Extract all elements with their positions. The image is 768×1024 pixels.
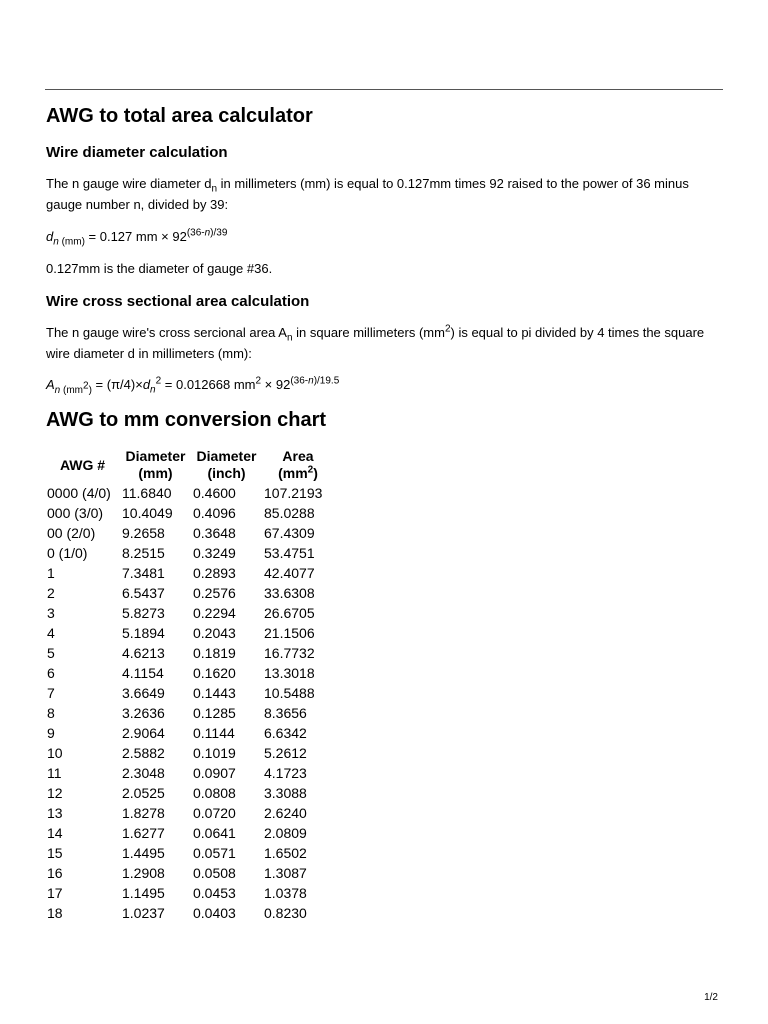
cell-awg: 14 — [47, 825, 63, 841]
formula-var-a: A — [46, 377, 55, 392]
cell-area: 8.3656 — [264, 705, 307, 721]
chart-heading: AWG to mm conversion chart — [46, 409, 327, 431]
cell-area: 85.0288 — [264, 505, 315, 521]
table-row — [45, 703, 334, 723]
table-row — [45, 863, 334, 883]
area-formula-d-sup: 2 — [155, 375, 162, 387]
cell-diameter-mm: 2.5882 — [122, 745, 165, 761]
cell-diameter-inch: 0.2294 — [193, 605, 236, 621]
area-formula-exp-var: n — [308, 375, 314, 387]
cell-diameter-inch: 0.2043 — [193, 625, 236, 641]
cell-diameter-mm: 2.0525 — [122, 785, 165, 801]
header-diameter-inch-a: Diameter — [196, 448, 257, 464]
cell-area: 1.0378 — [264, 885, 307, 901]
formula-var-d: d — [46, 229, 54, 244]
table-row — [45, 663, 334, 683]
cell-area: 4.1723 — [264, 765, 307, 781]
table-row — [45, 623, 334, 643]
cell-area: 10.5488 — [264, 685, 315, 701]
table-row — [45, 803, 334, 823]
formula-exp-b: )/39 — [210, 227, 228, 239]
document-body — [46, 104, 726, 923]
cell-area: 1.6502 — [264, 845, 307, 861]
header-diameter-mm — [120, 448, 191, 483]
table-row — [45, 543, 334, 563]
table-row — [45, 723, 334, 743]
header-area — [262, 448, 334, 483]
header-diameter-mm-b: (mm) — [138, 465, 173, 481]
cell-diameter-inch: 0.1144 — [193, 725, 235, 741]
cell-diameter-inch: 0.1019 — [193, 745, 236, 761]
table-row — [45, 643, 334, 663]
diameter-intro — [46, 173, 726, 215]
area-formula-rest: = 0.012668 mm — [161, 377, 256, 392]
cell-diameter-mm: 3.6649 — [122, 685, 165, 701]
cell-diameter-inch: 0.1620 — [193, 665, 236, 681]
header-area-a: Area — [282, 448, 314, 464]
cell-area: 107.2193 — [264, 485, 323, 501]
cell-diameter-inch: 0.0641 — [193, 825, 236, 841]
area-intro-subscript: n — [286, 332, 293, 344]
table-row — [45, 903, 334, 923]
area-formula-sub-unit: (mm — [60, 384, 84, 396]
cell-area: 21.1506 — [264, 625, 315, 641]
table-body — [45, 483, 334, 923]
header-diameter-inch — [191, 448, 262, 483]
cell-awg: 11 — [47, 765, 62, 781]
cell-diameter-inch: 0.2576 — [193, 585, 236, 601]
cell-area: 26.6705 — [264, 605, 315, 621]
table-header-row — [45, 448, 334, 483]
diameter-intro-subscript: n — [211, 183, 218, 195]
table-row — [45, 483, 334, 503]
cell-diameter-mm: 5.8273 — [122, 605, 165, 621]
cell-awg: 7 — [47, 685, 55, 701]
cell-awg: 3 — [47, 605, 55, 621]
cell-diameter-mm: 5.1894 — [122, 625, 165, 641]
cell-awg: 8 — [47, 705, 55, 721]
table-row — [45, 523, 334, 543]
area-formula-exp-a: (36- — [290, 375, 309, 387]
cell-area: 5.2612 — [264, 745, 307, 761]
area-intro-text-a: The n gauge wire's cross sercional area A — [46, 325, 287, 340]
area-formula-mm-sup: 2 — [255, 375, 262, 387]
header-area-b: (mm — [278, 465, 308, 481]
cell-area: 2.0809 — [264, 825, 307, 841]
cell-area: 6.6342 — [264, 725, 307, 741]
cell-diameter-mm: 1.6277 — [122, 825, 165, 841]
table-row — [45, 743, 334, 763]
cell-area: 2.6240 — [264, 805, 307, 821]
cell-diameter-inch: 0.0907 — [193, 765, 236, 781]
diameter-intro-text-b: in millimeters (mm) is equal to 0.127mm times 92 raised to the power of 36 minus gauge number n, divided by 39: — [46, 176, 689, 212]
area-intro-text-c: ) is equal to pi divided by 4 times the square wire diameter d in millimeters (mm): — [46, 325, 705, 361]
cell-awg: 1 — [47, 565, 55, 581]
cell-diameter-inch: 0.0571 — [193, 845, 236, 861]
area-formula-exp-b: )/19.5 — [313, 375, 340, 387]
cell-awg: 4 — [47, 625, 55, 641]
area-formula-sub-var: n — [54, 384, 61, 396]
area-formula-times: × 92 — [261, 377, 291, 392]
awg-conversion-table — [45, 448, 334, 923]
formula-sub-var: n — [53, 236, 59, 248]
cell-diameter-mm: 2.9064 — [122, 725, 165, 741]
area-intro — [46, 322, 726, 364]
page-number: 1/2 — [704, 992, 718, 1003]
cell-awg: 0000 (4/0) — [47, 485, 111, 501]
cell-diameter-mm: 1.8278 — [122, 805, 165, 821]
area-formula — [46, 374, 726, 395]
cell-diameter-inch: 0.0453 — [193, 885, 236, 901]
header-area-close: ) — [313, 465, 318, 481]
cell-area: 33.6308 — [264, 585, 315, 601]
cell-diameter-mm: 1.1495 — [122, 885, 165, 901]
formula-mid: = 0.127 mm × 92 — [84, 229, 187, 244]
cell-diameter-mm: 4.6213 — [122, 645, 165, 661]
table-row — [45, 683, 334, 703]
formula-exp-var: n — [204, 227, 211, 239]
cell-awg: 18 — [47, 905, 63, 921]
cell-awg: 13 — [47, 805, 63, 821]
table-row — [45, 883, 334, 903]
cell-awg: 12 — [47, 785, 63, 801]
cell-diameter-inch: 0.0720 — [193, 805, 236, 821]
formula-exponent — [187, 228, 228, 239]
table-row — [45, 843, 334, 863]
table-row — [45, 763, 334, 783]
cell-diameter-mm: 6.5437 — [122, 585, 165, 601]
cell-diameter-inch: 0.4096 — [193, 505, 236, 521]
cell-area: 3.3088 — [264, 785, 307, 801]
diameter-heading: Wire diameter calculation — [46, 144, 228, 161]
table-row — [45, 823, 334, 843]
area-formula-d: d — [142, 377, 151, 392]
header-area-sup: 2 — [307, 464, 314, 476]
area-formula-sub-sup: 2 — [83, 380, 89, 392]
area-intro-text-b: in square millimeters (mm — [292, 325, 445, 340]
cell-awg: 0 (1/0) — [47, 545, 88, 561]
diameter-formula — [46, 226, 726, 247]
area-formula-sub-close: ) — [88, 384, 92, 396]
cell-diameter-mm: 8.2515 — [122, 545, 165, 561]
cell-awg: 16 — [47, 865, 63, 881]
cell-awg: 9 — [47, 725, 55, 741]
cell-awg: 10 — [47, 745, 63, 761]
formula-sub-unit: (mm) — [58, 236, 85, 248]
header-diameter-inch-b: (inch) — [207, 465, 246, 481]
cell-diameter-inch: 0.1819 — [193, 645, 236, 661]
cell-awg: 2 — [47, 585, 55, 601]
area-formula-d-sub-var: n — [150, 384, 156, 396]
cell-diameter-inch: 0.2893 — [193, 565, 236, 581]
cell-area: 67.4309 — [264, 525, 315, 541]
cell-diameter-mm: 2.3048 — [122, 765, 165, 781]
cell-diameter-mm: 10.4049 — [122, 505, 173, 521]
cell-awg: 5 — [47, 645, 55, 661]
cell-area: 0.8230 — [264, 905, 307, 921]
cell-diameter-inch: 0.0403 — [193, 905, 236, 921]
cell-diameter-mm: 1.4495 — [122, 845, 165, 861]
cell-diameter-mm: 1.0237 — [122, 905, 165, 921]
formula-sub — [53, 237, 85, 248]
cell-diameter-inch: 0.1443 — [193, 685, 236, 701]
cell-area: 1.3087 — [264, 865, 307, 881]
cell-area: 53.4751 — [264, 545, 315, 561]
cell-area: 16.7732 — [264, 645, 315, 661]
cell-diameter-inch: 0.3249 — [193, 545, 236, 561]
cell-awg: 17 — [47, 885, 63, 901]
cell-area: 13.3018 — [264, 665, 315, 681]
page-title: AWG to total area calculator — [46, 105, 313, 127]
table-row — [45, 583, 334, 603]
cell-diameter-mm: 3.2636 — [122, 705, 165, 721]
area-intro-superscript: 2 — [444, 323, 451, 335]
header-diameter-mm-a: Diameter — [125, 448, 186, 464]
area-formula-eq: = (π/4)× — [91, 377, 143, 392]
cell-awg: 6 — [47, 665, 55, 681]
cell-diameter-inch: 0.4600 — [193, 485, 236, 501]
table-row — [45, 603, 334, 623]
gauge36-note: 0.127mm is the diameter of gauge #36. — [46, 261, 273, 276]
diameter-intro-text-a: The n gauge wire diameter d — [46, 176, 212, 191]
cell-diameter-mm: 1.2908 — [122, 865, 165, 881]
cell-diameter-mm: 7.3481 — [122, 565, 165, 581]
area-formula-sub — [54, 380, 92, 396]
table-row — [45, 563, 334, 583]
cell-awg: 15 — [47, 845, 63, 861]
area-formula-exponent — [290, 376, 339, 387]
table-row — [45, 503, 334, 523]
cell-diameter-mm: 11.6840 — [122, 485, 172, 501]
cell-diameter-inch: 0.0508 — [193, 865, 236, 881]
cell-diameter-mm: 9.2658 — [122, 525, 165, 541]
formula-exp-a: (36- — [186, 227, 205, 239]
table-row — [45, 783, 334, 803]
cell-awg: 00 (2/0) — [47, 525, 96, 541]
area-heading: Wire cross sectional area calculation — [46, 293, 310, 310]
cell-diameter-inch: 0.0808 — [193, 785, 236, 801]
top-divider — [45, 89, 723, 90]
cell-awg: 000 (3/0) — [47, 505, 104, 521]
cell-diameter-inch: 0.1285 — [193, 705, 236, 721]
cell-diameter-mm: 4.1154 — [122, 665, 164, 681]
header-awg: AWG # — [59, 456, 106, 473]
cell-area: 42.4077 — [264, 565, 315, 581]
cell-diameter-inch: 0.3648 — [193, 525, 236, 541]
